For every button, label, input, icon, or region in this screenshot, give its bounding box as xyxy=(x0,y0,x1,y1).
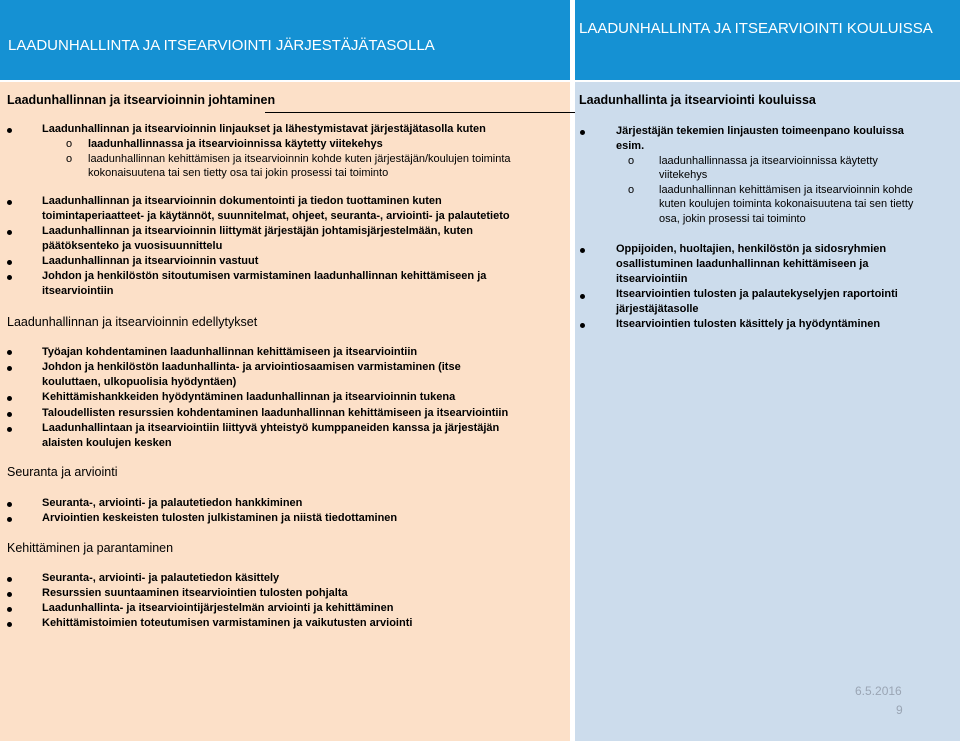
list-item: Kehittämishankkeiden hyödyntäminen laadunhallinnan ja itsearvioinnin tukena xyxy=(42,391,456,403)
bullet-icon xyxy=(7,607,12,612)
right-header-bar xyxy=(575,0,960,80)
bullet-icon xyxy=(580,323,585,328)
list-item: Seuranta-, arviointi- ja palautetiedon käsittely xyxy=(42,572,280,584)
bullet-icon xyxy=(7,230,12,235)
bullet-icon xyxy=(7,396,12,401)
bullet-icon xyxy=(7,517,12,522)
list-subitem: laadunhallinnan kehittämisen ja itsearvioinnin kohde xyxy=(659,184,913,196)
page-number: 9 xyxy=(896,703,903,717)
bullet-icon xyxy=(7,412,12,417)
bullet-icon xyxy=(580,294,585,299)
bullet-icon xyxy=(7,366,12,371)
circle-bullet-icon: o xyxy=(66,153,73,165)
section-title-johtaminen: Laadunhallinnan ja itsearvioinnin johtaminen xyxy=(7,93,276,107)
list-item: Itsearviointien tulosten ja palautekyselyjen raportointi xyxy=(616,288,898,300)
list-item: Johdon ja henkilöstön sitoutumisen varmistaminen laadunhallinnan kehittämiseen ja xyxy=(42,270,487,282)
list-item: Järjestäjän tekemien linjausten toimeenpano kouluissa xyxy=(616,125,904,137)
list-subitem-cont: kuten koulujen toiminta kokonaisuutena tai sen tietty xyxy=(659,198,914,210)
list-item: Laadunhallinta- ja itsearviointijärjestelmän arviointi ja kehittäminen xyxy=(42,602,394,614)
list-item: Seuranta-, arviointi- ja palautetiedon hankkiminen xyxy=(42,497,303,509)
list-item-cont: kouluttaen, ulkopuolisia hyödyntäen) xyxy=(42,376,237,388)
bullet-icon xyxy=(7,622,12,627)
bullet-icon xyxy=(7,502,12,507)
list-item: Oppijoiden, huoltajien, henkilöstön ja sidosryhmien xyxy=(616,243,887,255)
list-item: Laadunhallinnan ja itsearvioinnin vastuut xyxy=(42,255,259,267)
bullet-icon xyxy=(580,248,585,253)
list-item: Resurssien suuntaaminen itsearviointien tulosten pohjalta xyxy=(42,587,348,599)
left-header-title: LAADUNHALLINTA JA ITSEARVIOINTI JÄRJESTÄJÄTASOLLA xyxy=(8,37,435,54)
left-header-bar xyxy=(0,0,570,80)
bullet-icon xyxy=(580,130,585,135)
list-subitem: laadunhallinnan kehittämisen ja itsearvioinnin kohde kuten järjestäjän/koulujen toiminta xyxy=(88,153,511,165)
bullet-icon xyxy=(7,592,12,597)
section-title-edellytykset: Laadunhallinnan ja itsearvioinnin edellytykset xyxy=(7,315,258,329)
section-title-kouluissa: Laadunhallinta ja itsearviointi kouluissa xyxy=(579,93,816,107)
list-item: Johdon ja henkilöstön laadunhallinta- ja arviointiosaamisen varmistaminen (itse xyxy=(42,361,461,373)
footer-date: 6.5.2016 xyxy=(855,684,902,698)
section-title-seuranta: Seuranta ja arviointi xyxy=(7,465,118,479)
list-item: Itsearviointien tulosten käsittely ja hyödyntäminen xyxy=(616,318,881,330)
right-panel xyxy=(575,82,960,741)
list-subitem: laadunhallinnassa ja itsearvioinnissa käytetty xyxy=(659,155,878,167)
bullet-icon xyxy=(7,200,12,205)
list-subitem-cont: viitekehys xyxy=(659,169,708,181)
list-item-cont: osallistuminen laadunhallinnan kehittämiseen ja xyxy=(616,258,869,270)
list-item-cont: järjestäjätasolle xyxy=(616,303,699,315)
list-item-cont: esim. xyxy=(616,140,645,152)
list-item: Laadunhallinnan ja itsearvioinnin linjaukset ja lähestymistavat järjestäjätasolla kuten xyxy=(42,123,486,135)
list-item-cont: toimintaperiaatteet- ja käytännöt, suunnitelmat, ohjeet, seuranta-, arviointi- ja palautetieto xyxy=(42,210,510,222)
list-item: Laadunhallinnan ja itsearvioinnin liittymät järjestäjän johtamisjärjestelmään, kuten xyxy=(42,225,473,237)
list-item-cont: itsearviointiin xyxy=(616,273,688,285)
circle-bullet-icon: o xyxy=(628,184,635,196)
list-item-cont: alaisten koulujen kesken xyxy=(42,437,172,449)
list-subitem-cont: osa, jokin prosessi tai toiminto xyxy=(659,213,806,225)
right-header-title: LAADUNHALLINTA JA ITSEARVIOINTI KOULUISSA xyxy=(579,20,933,37)
bullet-icon xyxy=(7,577,12,582)
bullet-icon xyxy=(7,427,12,432)
bullet-icon xyxy=(7,128,12,133)
list-subitem-cont: kokonaisuutena tai sen tietty osa tai jokin prosessi tai toiminto xyxy=(88,167,389,179)
circle-bullet-icon: o xyxy=(628,155,635,167)
bullet-icon xyxy=(7,260,12,265)
circle-bullet-icon: o xyxy=(66,138,73,150)
section-title-kehittaminen: Kehittäminen ja parantaminen xyxy=(7,541,174,555)
list-item: Työajan kohdentaminen laadunhallinnan kehittämiseen ja itsearviointiin xyxy=(42,346,418,358)
underline-marker xyxy=(265,112,590,113)
list-item-cont: itsearviointiin xyxy=(42,285,114,297)
list-item: Kehittämistoimien toteutumisen varmistaminen ja vaikutusten arviointi xyxy=(42,617,413,629)
bullet-icon xyxy=(7,350,12,355)
left-panel xyxy=(0,82,570,741)
list-item: Laadunhallintaan ja itsearviointiin liittyvä yhteistyö kumppaneiden kanssa ja järjestäjän xyxy=(42,422,500,434)
list-item: Laadunhallinnan ja itsearvioinnin dokumentointi ja tiedon tuottaminen kuten xyxy=(42,195,442,207)
list-item: Taloudellisten resurssien kohdentaminen laadunhallinnan kehittämiseen ja itsearviointiin xyxy=(42,407,509,419)
list-item-cont: päätöksenteko ja vuosisuunnittelu xyxy=(42,240,223,252)
list-item: Arviointien keskeisten tulosten julkistaminen ja niistä tiedottaminen xyxy=(42,512,398,524)
bullet-icon xyxy=(7,275,12,280)
list-subitem: laadunhallinnassa ja itsearvioinnissa käytetty viitekehys xyxy=(88,138,383,150)
